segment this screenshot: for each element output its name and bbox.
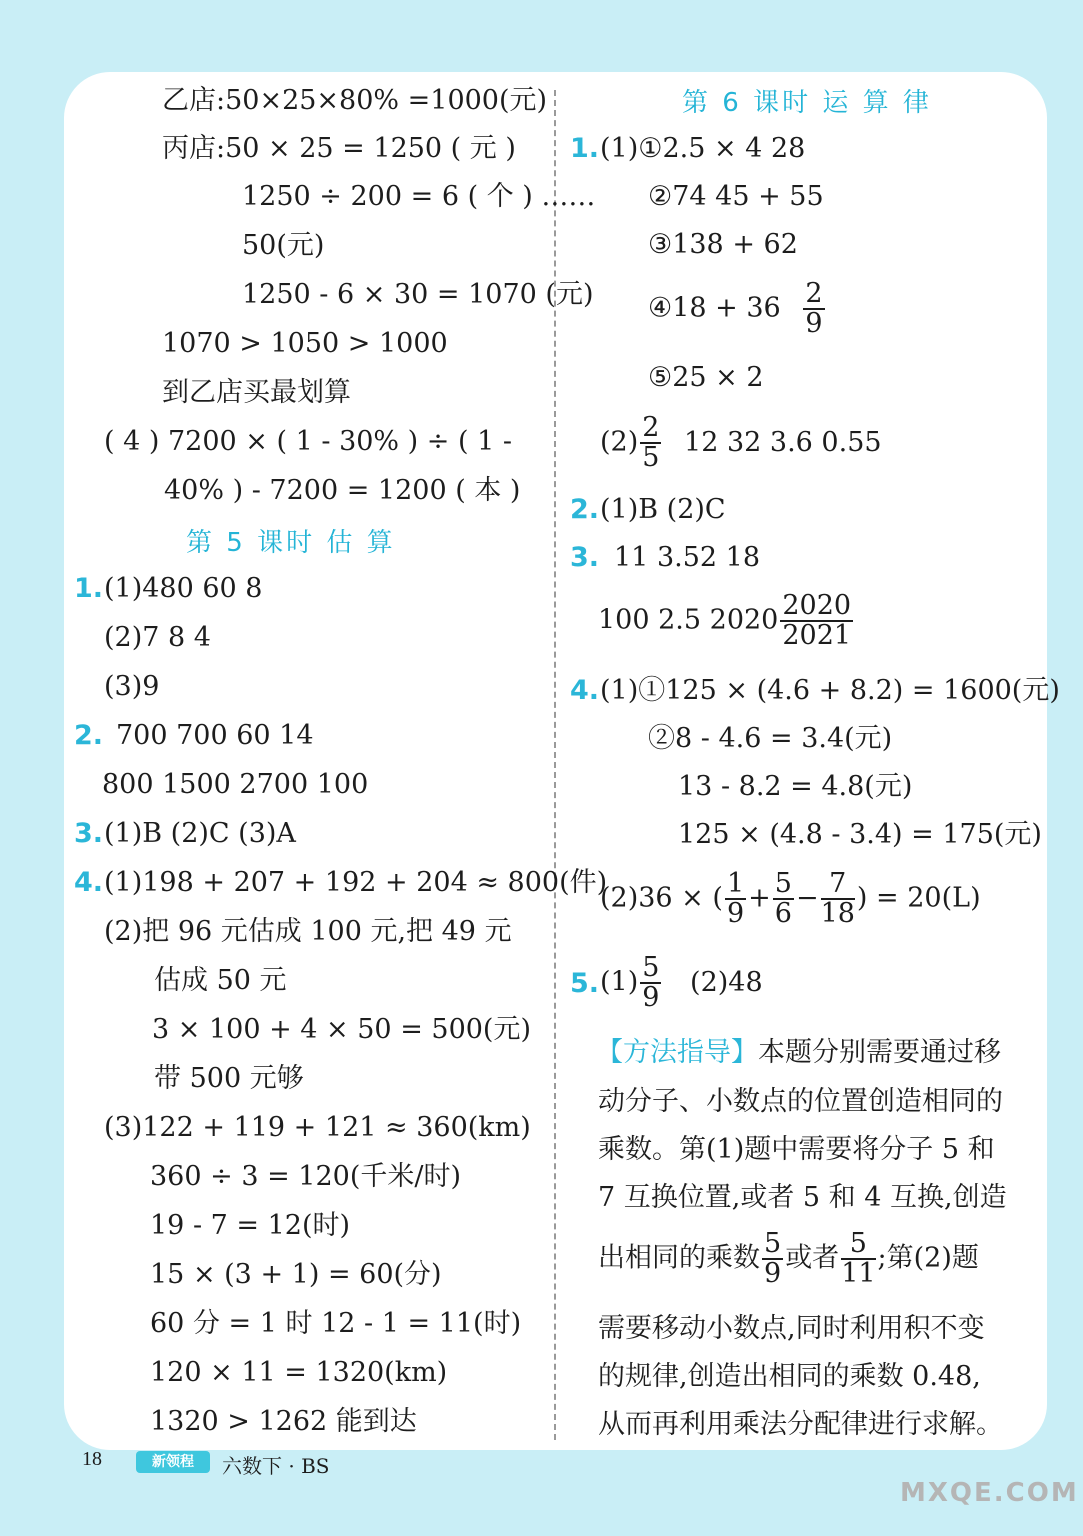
r-q1-number: 1.	[570, 133, 600, 164]
r-q4-number: 4.	[570, 675, 600, 706]
q4-line-f: (3)122 + 119 + 121 ≈ 360(km)	[104, 1112, 531, 1143]
left-line-8: ( 4 ) 7200 × ( 1 - 30% ) ÷ ( 1 -	[104, 426, 512, 457]
method-line-5	[598, 1230, 979, 1288]
method-line-5-b: 或者	[785, 1242, 840, 1274]
r-q3-number: 3.	[570, 542, 600, 573]
left-line-9: 40% ) - 7200 = 1200 ( 本 )	[164, 475, 521, 506]
r-line-6-b: 12 32 3.6 0.55	[684, 426, 882, 458]
r-line-2: ②74 45 + 55	[648, 181, 824, 212]
r-line-15-a: (1)	[600, 966, 639, 998]
method-line-5-a: 出相同的乘数	[598, 1242, 760, 1274]
method-line-1	[596, 1036, 1001, 1070]
r-line-1: (1)①2.5 × 4 28	[600, 133, 806, 164]
r-line-7: (1)B (2)C	[600, 494, 726, 525]
r-line-3: ③138 + 62	[648, 229, 798, 260]
r-line-14	[600, 870, 981, 928]
fraction-5-9	[640, 954, 661, 1012]
r-line-10: (1)①125 × (4.6 + 8.2) = 1600(元)	[600, 675, 1060, 706]
q2-number: 2.	[74, 720, 104, 751]
fraction-7-18	[821, 870, 855, 928]
watermark: MXQE.COM	[900, 1478, 1079, 1508]
r-q2-number: 2.	[570, 494, 600, 525]
r-line-15-b: (2)48	[690, 966, 763, 998]
fraction-2-5	[640, 414, 661, 472]
lesson-6-heading: 第 6 课时 运 算 律	[682, 88, 932, 118]
r-line-4	[648, 280, 827, 338]
q4-line-e: 带 500 元够	[154, 1063, 304, 1094]
denominator: 9	[805, 308, 823, 339]
q2-line-a: 700 700 60 14	[116, 720, 314, 751]
q4-line-k: 120 × 11 = 1320(km)	[150, 1357, 448, 1388]
method-guide-tag: 【方法指导】	[596, 1037, 758, 1068]
left-line-5: 1250 - 6 × 30 = 1070 (元)	[242, 279, 594, 310]
minus-sign: −	[795, 882, 819, 914]
r-line-9	[598, 592, 855, 650]
denominator: 9	[764, 1258, 782, 1289]
left-line-2: 丙店:50 × 25 = 1250 ( 元 )	[162, 133, 516, 164]
plus-sign: +	[748, 882, 771, 914]
q1-line-b: (2)7 8 4	[104, 622, 211, 653]
q2-line-b: 800 1500 2700 100	[102, 769, 369, 800]
r-line-15	[600, 954, 763, 1012]
numerator: 5	[764, 1228, 782, 1259]
r-line-5: ⑤25 × 2	[648, 362, 764, 393]
r-line-9-text: 100 2.5 2020	[598, 604, 779, 636]
left-line-1: 乙店:50×25×80% =1000(元)	[162, 85, 548, 116]
r-line-14-a: (2)36 × (	[600, 882, 723, 914]
method-line-6: 需要移动小数点,同时利用积不变	[598, 1313, 985, 1344]
q4-number: 4.	[74, 867, 104, 898]
fraction-5-9-b	[762, 1230, 783, 1288]
denominator: 11	[841, 1258, 876, 1289]
q4-line-b: (2)把 96 元估成 100 元,把 49 元	[104, 916, 512, 947]
numerator: 1	[726, 868, 745, 899]
r-line-6	[600, 414, 882, 472]
method-line-2: 动分子、小数点的位置创造相同的	[598, 1086, 1003, 1117]
fraction-1-9	[725, 870, 746, 928]
brand-logo: 新领程	[136, 1451, 210, 1473]
fraction-2020-2021	[780, 592, 853, 650]
q1-line-c: (3)9	[104, 671, 160, 702]
fraction-2-9	[803, 280, 824, 338]
fraction-5-6	[773, 870, 794, 928]
q1-line-a: (1)480 60 8	[104, 573, 263, 604]
subject-label: 六数下 · BS	[222, 1454, 330, 1478]
page-number: 18	[82, 1448, 102, 1470]
denominator: 2021	[782, 620, 852, 651]
method-line-1-text: 本题分别需要通过移	[758, 1037, 1001, 1068]
denominator: 9	[726, 898, 745, 929]
numerator: 2	[642, 412, 660, 443]
denominator: 5	[642, 442, 660, 473]
q4-line-a: (1)198 + 207 + 192 + 204 ≈ 800(件)	[104, 867, 608, 898]
q1-number: 1.	[74, 573, 104, 604]
r-line-4-text: ④18 + 36	[648, 292, 781, 324]
numerator: 5	[642, 952, 660, 983]
r-q5-number: 5.	[570, 968, 600, 999]
r-line-12: 13 - 8.2 = 4.8(元)	[678, 771, 913, 802]
left-line-3: 1250 ÷ 200 = 6 ( 个 ) ……	[242, 181, 596, 212]
method-line-5-c: ;第(2)题	[877, 1242, 979, 1274]
method-line-7: 的规律,创造出相同的乘数 0.48,	[598, 1361, 981, 1392]
numerator: 2020	[782, 590, 852, 621]
method-line-3: 乘数。第(1)题中需要将分子 5 和	[598, 1134, 995, 1165]
q4-line-h: 19 - 7 = 12(时)	[150, 1210, 351, 1241]
q4-line-d: 3 × 100 + 4 × 50 = 500(元)	[152, 1014, 532, 1045]
numerator: 7	[821, 870, 855, 900]
r-line-13: 125 × (4.8 - 3.4) = 175(元)	[678, 819, 1042, 850]
q4-line-g: 360 ÷ 3 = 120(千米/时)	[150, 1161, 461, 1192]
lesson-5-heading: 第 5 课时 估 算	[186, 528, 396, 558]
left-line-7: 到乙店买最划算	[162, 377, 351, 408]
left-line-4: 50(元)	[242, 230, 325, 261]
q4-line-l: 1320 > 1262 能到达	[150, 1406, 417, 1437]
q4-line-j: 60 分 = 1 时 12 - 1 = 11(时)	[150, 1308, 522, 1339]
q4-line-c: 估成 50 元	[154, 965, 287, 996]
method-line-4: 7 互换位置,或者 5 和 4 互换,创造	[598, 1182, 1007, 1213]
r-line-6-a: (2)	[600, 426, 639, 458]
numerator: 5	[774, 868, 792, 899]
numerator: 2	[805, 278, 823, 309]
denominator: 9	[642, 982, 660, 1013]
method-line-8: 从而再利用乘法分配律进行求解。	[598, 1409, 1003, 1440]
fraction-5-11	[841, 1230, 875, 1288]
r-line-8: 11 3.52 18	[614, 542, 760, 573]
left-line-6: 1070 > 1050 > 1000	[162, 328, 448, 359]
q3-line-a: (1)B (2)C (3)A	[104, 818, 296, 849]
denominator: 6	[774, 898, 792, 929]
q4-line-i: 15 × (3 + 1) = 60(分)	[150, 1259, 442, 1290]
q3-number: 3.	[74, 818, 104, 849]
r-line-11: ②8 - 4.6 = 3.4(元)	[648, 723, 893, 754]
denominator: 18	[820, 898, 855, 929]
r-line-14-b: ) = 20(L)	[856, 882, 981, 914]
numerator: 5	[841, 1230, 875, 1260]
